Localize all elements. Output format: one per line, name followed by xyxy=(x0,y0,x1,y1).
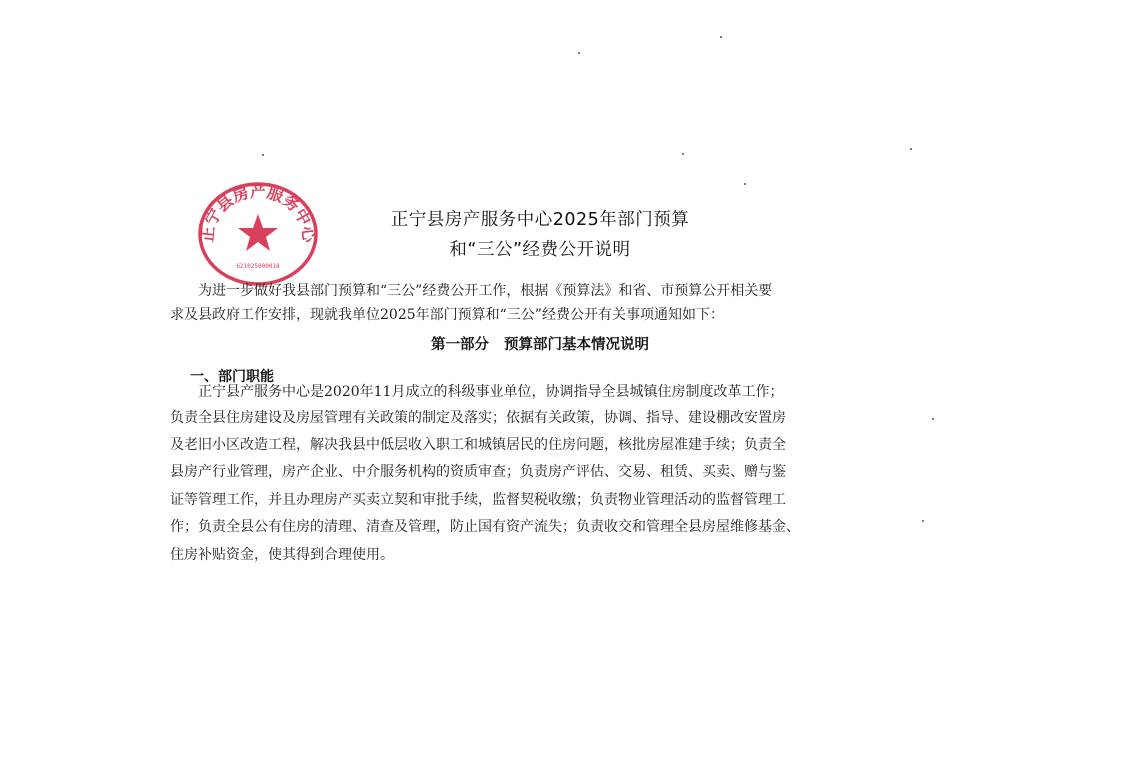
seal-serial: 621025000018 xyxy=(236,263,280,270)
intro-line: 为进一步做好我县部门预算和“三公”经费公开工作，根据《预算法》和省、市预算公开相关要 xyxy=(198,283,773,299)
seal-text: 正宁县房产服务中心 xyxy=(197,182,319,244)
intro-line: 求及县政府工作安排，现就我单位2025年部门预算和“三公”经费公开有关事项通知如下： xyxy=(170,307,724,323)
body-line: 县房产行业管理，房产企业、中介服务机构的资质审查；负责房产评估、交易、租赁、买卖、赠与鉴 xyxy=(170,464,786,480)
body-line: 证等管理工作，并且办理房产买卖立契和审批手续，监督契税收缴；负责物业管理活动的监督管理工 xyxy=(170,492,786,508)
scan-speck xyxy=(744,183,746,185)
section-heading: 一、部门职能 xyxy=(190,369,274,385)
scan-speck xyxy=(932,418,934,420)
body-line: 负责全县住房建设及房屋管理有关政策的制定及落实；依据有关政策，协调、指导、建设棚改安置房 xyxy=(170,410,786,426)
document-title-line2: 和“三公”经费公开说明 xyxy=(449,240,631,260)
scan-speck xyxy=(720,36,722,38)
scan-speck xyxy=(262,154,264,156)
part-heading: 第一部分 预算部门基本情况说明 xyxy=(430,337,650,353)
body-line: 作；负责全县公有住房的清理、清查及管理，防止国有资产流失；负责收交和管理全县房屋维修基金、 xyxy=(170,519,800,535)
scan-speck xyxy=(910,148,912,150)
document-title-line1: 正宁县房产服务中心2025年部门预算 xyxy=(390,210,690,230)
official-seal xyxy=(196,182,320,288)
scan-speck xyxy=(922,520,924,522)
scan-speck xyxy=(682,153,684,155)
body-line: 正宁县产服务中心是2020年11月成立的科级事业单位，协调指导全县城镇住房制度改革工作； xyxy=(198,384,784,400)
scan-speck xyxy=(578,52,580,54)
body-line: 及老旧小区改造工程，解决我县中低层收入职工和城镇居民的住房问题，核批房屋准建手续；负责全 xyxy=(170,437,786,453)
body-line: 住房补贴资金，使其得到合理使用。 xyxy=(170,547,394,563)
seal-star-icon xyxy=(238,214,278,251)
